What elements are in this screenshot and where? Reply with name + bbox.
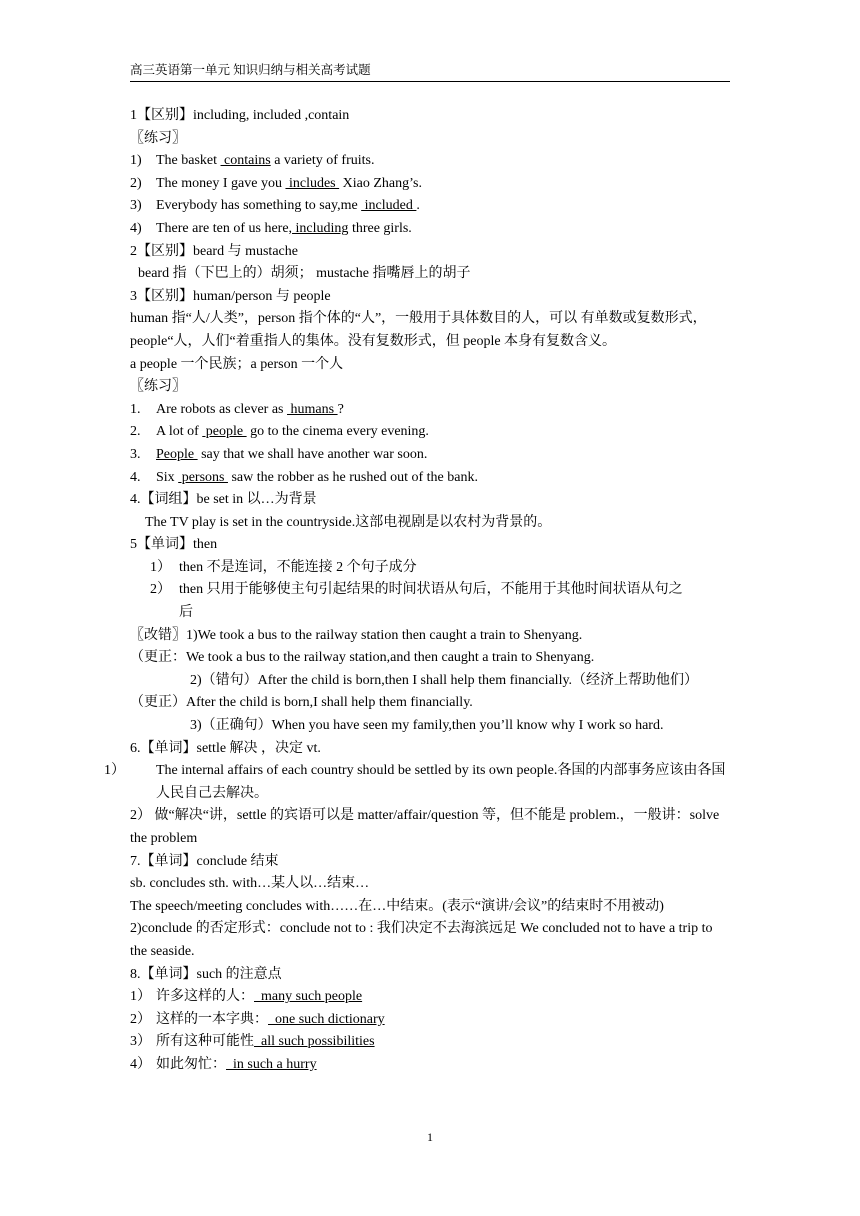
answer-blank: humans — [287, 401, 338, 417]
example-sentence: The TV play is set in the countryside.这部电视剧是以农村为背景的。 — [145, 514, 552, 530]
item-number: 1） — [104, 763, 125, 779]
exercise-item: 3. People say that we shall have another war soon. — [130, 444, 732, 467]
exercise-item: 3） 所有这种可能性 all such possibilities — [130, 1031, 732, 1054]
document-body — [104, 105, 732, 1077]
item-number: 2） — [130, 1011, 151, 1027]
exercise-item: 4) There are ten of us here, including three girls. — [130, 218, 732, 241]
paragraph: 2)conclude 的否定形式：conclude not to : 我们决定不去海滨远足 We concluded not to have a trip to the seaside. — [130, 921, 713, 959]
paragraph: human 指“人/人类”，person 指个体的“人”，一般用于具体数目的人，可以 有单数或复数形式， — [130, 311, 707, 327]
exercise-item: 1) The basket contains a variety of fruits. — [130, 150, 732, 173]
point-item: 2） then 只用于能够使主句引起结果的时间状语从句后，不能用于其他时间状语从句之 — [130, 579, 732, 602]
definition-line: beard 指（下巴上的）胡须； mustache 指嘴唇上的胡子 — [138, 266, 471, 282]
practice-label: 〖练习〗 — [130, 379, 186, 395]
item-number: 2) — [130, 175, 142, 191]
paragraph: sb. concludes sth. with…某人以…结束… — [130, 876, 370, 892]
answer-blank: in such a hurry — [226, 1056, 317, 1072]
item-number: 4） — [130, 1056, 151, 1072]
section-4-title: 4.【词组】be set in 以…为背景 — [130, 492, 317, 508]
item-number: 1） — [150, 559, 171, 575]
section-2-title: 2【区别】beard 与 mustache — [130, 243, 298, 259]
exercise-item: 2） 这样的一本字典： one such dictionary — [130, 1009, 732, 1032]
answer-blank: includes — [285, 175, 340, 191]
paragraph: a people 一个民族；a person 一个人 — [130, 356, 344, 372]
practice-label: 〖练习〗 — [130, 130, 186, 146]
page-number: 1 — [427, 1130, 433, 1144]
paragraph: people“人，人们“着重指人的集体。没有复数形式，但 people 本身有复数含义。 — [130, 333, 617, 349]
point-item: 1） then 不是连词，不能连接 2 个句子成分 — [130, 557, 732, 580]
item-number: 1. — [130, 401, 141, 417]
exercise-item: 1. Are robots as clever as humans ? — [130, 399, 732, 422]
exercise-item: 2. A lot of people go to the cinema every evening. — [130, 421, 732, 444]
answer-blank: including — [292, 220, 349, 236]
answer-blank: one such dictionary — [268, 1011, 385, 1027]
correction-line: 2)（错句）After the child is born,then I shall help them financially.（经济上帮助他们） — [190, 672, 699, 688]
answer-blank: included — [361, 198, 417, 214]
item-number: 4. — [130, 469, 141, 485]
point-continuation: 后 — [179, 605, 193, 621]
correction-line: （更正：We took a bus to the railway station,and then caught a train to Shenyang. — [130, 650, 595, 666]
exercise-item: 4. Six persons saw the robber as he rushed out of the bank. — [130, 467, 732, 490]
correction-line: 〖改错〗1)We took a bus to the railway station then caught a train to Shenyang. — [130, 627, 583, 643]
answer-blank: persons — [178, 469, 228, 485]
item-number: 2. — [130, 424, 141, 440]
section-7-title: 7.【单词】conclude 结束 — [130, 853, 279, 869]
answer-blank: many such people — [254, 989, 363, 1005]
page-header: 高三英语第一单元 知识归纳与相关高考试题 — [130, 60, 730, 82]
section-3-title: 3【区别】human/person 与 people — [130, 288, 331, 304]
section-6-title: 6.【单词】settle 解决 ，决定 vt. — [130, 740, 321, 756]
item-number: 3) — [130, 198, 142, 214]
section-8-title: 8.【单词】such 的注意点 — [130, 966, 282, 982]
item-number: 3） — [130, 1034, 151, 1050]
answer-blank: People — [156, 446, 198, 462]
paragraph: 2） 做“解决“讲，settle 的宾语可以是 matter/affair/question 等，但不能是 problem.，一般讲：solve the problem — [130, 808, 720, 846]
section-1-title: 1【区别】including, included ,contain — [130, 108, 350, 123]
exercise-item: 1） 许多这样的人： many such people — [130, 986, 732, 1009]
paragraph: The speech/meeting concludes with……在…中结束。(表示“演讲/会议”的结束时不用被动) — [130, 898, 664, 914]
item-number: 4) — [130, 220, 142, 236]
item-number: 3. — [130, 446, 141, 462]
answer-blank: contains — [220, 153, 271, 169]
section-5-title: 5【单词】then — [130, 537, 218, 553]
paragraph: 1） The internal affairs of each country should be settled by its own people.各国的内部事务应该由各国人民自己去解决。 — [130, 760, 732, 805]
answer-blank: people — [202, 424, 247, 440]
correction-line: 3)（正确句）When you have seen my family,then you’ll know why I work so hard. — [190, 718, 664, 734]
exercise-item: 3) Everybody has something to say,me included . — [130, 195, 732, 218]
exercise-item: 2) The money I gave you includes Xiao Zhang’s. — [130, 173, 732, 196]
item-number: 2） — [150, 582, 171, 598]
answer-blank: all such possibilities — [254, 1034, 375, 1050]
exercise-item: 4） 如此匆忙： in such a hurry — [130, 1054, 732, 1077]
item-number: 1) — [130, 153, 142, 169]
item-number: 1） — [130, 989, 151, 1005]
correction-line: （更正）After the child is born,I shall help them financially. — [130, 695, 473, 711]
